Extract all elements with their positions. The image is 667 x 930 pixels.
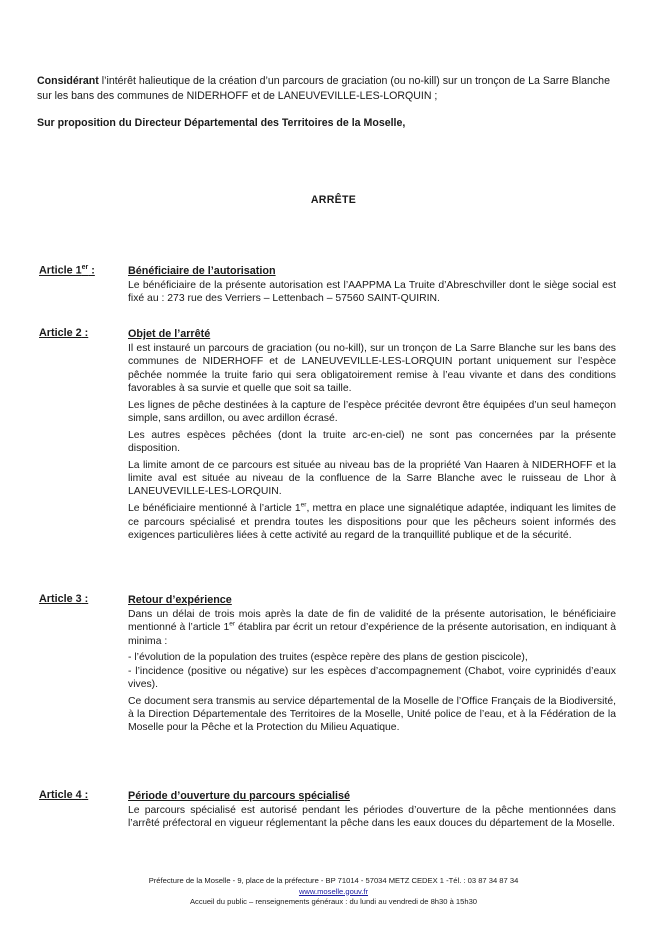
footer-address: Préfecture de la Moselle - 9, place de la préfecture - BP 71014 - 57034 METZ CEDEX 1 -Tél. : 03 87 34 87 34 — [148, 876, 519, 885]
footer-website-link[interactable]: www.moselle.gouv.fr — [298, 886, 369, 896]
considerant-text: l’intérêt halieutique de la création d’un parcours de graciation (ou no-kill) sur un tronçon de La Sarre Blanche sur les bans des communes de NIDERHOFF et de LANEUVEVILLE-LES-LORQUIN ; — [37, 75, 610, 102]
article-body — [128, 789, 616, 834]
article-body — [128, 264, 616, 309]
article-paragraph: Les autres espèces pêchées (dont la truite arc-en-ciel) ne sont pas concernées par la présente disposition. — [128, 429, 616, 455]
article-title: Retour d’expérience — [128, 594, 232, 606]
proposition-line: Sur proposition du Directeur Départemental des Territoires de la Moselle, — [37, 117, 406, 129]
article-paragraph: La limite amont de ce parcours est située au niveau bas de la propriété Van Haaren à NIDERHOFF et la limite aval est située au niveau de la confluence de la Sarre Blanche avec le ruisseau de Lhor à LANEUVEVILLE-LES-LORQUIN. — [128, 459, 616, 498]
article-label — [39, 264, 95, 277]
article-label-colon: : — [81, 593, 89, 605]
considerant-lead: Considérant — [37, 75, 99, 87]
article-paragraph: Ce document sera transmis au service départemental de la Moselle de l’Office Français de la Biodiversité, à la Direction Départementale des Territoires de la Moselle, Unité police de l’eau, et à la Fédération de la Moselle pour la Pêche et la Protection du Milieu Aquatique. — [128, 695, 616, 734]
arrete-heading: ARRÊTE — [310, 194, 357, 206]
article-paragraph: Le bénéficiaire de la présente autorisation est l’AAPPMA La Truite d’Abreschviller dont le siège social est fixé au : 273 rue des Verriers – Lettenbach – 57560 SAINT-QUIRIN. — [128, 280, 616, 305]
page-footer — [0, 876, 667, 908]
article-body — [128, 327, 616, 546]
article-paragraph: Le bénéficiaire mentionné à l’article 1er, mettra en place une signalétique adaptée, indiquant les limites de ce parcours spécialisé et prendra toutes les dispositions pour que les pêcheurs soient informés des exigences particulières liées à cette activité au regard de la tranquillité publique et de la sécurité. — [128, 501, 616, 541]
article-paragraph: Le parcours spécialisé est autorisé pendant les périodes d’ouverture de la pêche mentionnées dans l’arrêté préfectoral en vigueur réglementant la pêche dans les eaux douces du département de la Moselle. — [128, 805, 616, 830]
article-label-text: Article 4 — [39, 789, 82, 801]
article-title: Objet de l’arrêté — [128, 328, 211, 340]
article-paragraph: - l’évolution de la population des truites (espèce repère des plans de gestion piscicole), — [128, 652, 528, 664]
considerant-paragraph — [37, 74, 627, 103]
article-title: Période d’ouverture du parcours spécialisé — [128, 790, 351, 802]
footer-hours: Accueil du public – renseignements généraux : du lundi au vendredi de 8h30 à 15h30 — [189, 897, 478, 906]
article-label — [39, 327, 88, 339]
article-paragraph: Dans un délai de trois mois après la date de fin de validité de la présente autorisation, le bénéficiaire mentionné à l’article 1er établira par écrit un retour d’expérience de la présente autorisation, en indiquant à minima : — [128, 609, 616, 647]
article-label-colon: : — [81, 789, 89, 801]
article-label-sup: er — [81, 264, 89, 271]
article-label-colon: : — [88, 264, 95, 277]
article-label-text: Article 3 — [39, 593, 82, 605]
article-label — [39, 789, 88, 801]
article-body — [128, 593, 616, 738]
article-label-text: Article 2 — [39, 327, 82, 339]
article-label-colon: : — [81, 327, 89, 339]
article-paragraph: - l’incidence (positive ou négative) sur les espèces d’accompagnement (Chabot, voire cyprinidés d’eaux vives). — [128, 665, 616, 690]
article-label-text: Article 1 — [39, 264, 82, 277]
article-paragraph: Les lignes de pêche destinées à la capture de l’espèce précitée devront être équipées d’un seul hameçon simple, sans ardillon, ou avec ardillon écrasé. — [128, 399, 616, 424]
article-paragraph: Il est instauré un parcours de graciation (ou no-kill), sur un tronçon de La Sarre Blanche sur les bans des communes de NIDERHOFF et de LANEUVEVILLE-LES-LORQUIN portant uniquement sur l’espèce pêchée nommée la truite fario qui sera obligatoirement remise à l’eau vivante et dans des conditions favorables à sa survie et quelle que soit sa taille. — [128, 343, 616, 394]
article-label — [39, 593, 88, 605]
article-title: Bénéficiaire de l’autorisation — [128, 265, 276, 277]
